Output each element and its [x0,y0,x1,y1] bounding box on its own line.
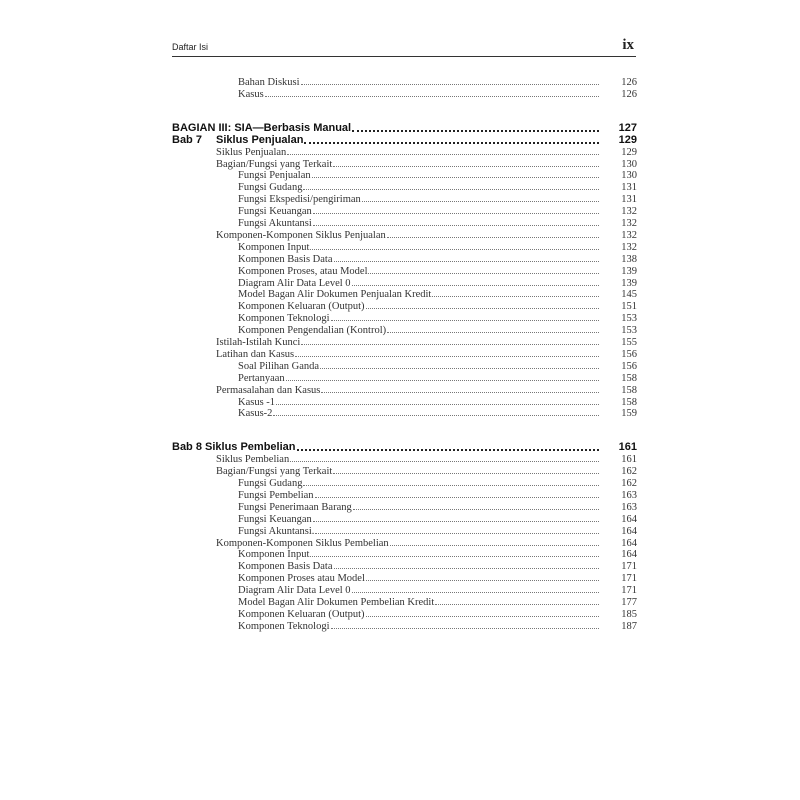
toc-entry-page: 132 [621,206,637,218]
toc-entry-title [238,621,330,632]
toc-entry-page: 164 [621,549,637,561]
toc-entry-text: Soal Pilihan Ganda [238,360,320,372]
toc-entry-text: Fungsi Akuntansi [238,218,312,229]
dot-leader [321,392,599,393]
toc-entry-text: Diagram Alir Data Level 0 [238,277,351,289]
dot-leader [334,568,600,569]
toc-entry-text: Permasalahan dan Kasus [216,384,321,396]
dot-leader [301,84,599,85]
toc-entry-page: 151 [621,301,637,313]
toc-entry-page: 129 [618,133,637,146]
dot-leader [362,201,599,202]
toc-entry-text: Komponen Pengendalian (Kontrol) [238,325,387,337]
toc-entry [238,405,637,419]
toc-entry-text: Komponen Basis Data [238,253,333,265]
dot-leader [387,237,599,238]
toc-entry-page: 145 [621,289,637,301]
dot-leader [265,96,599,97]
toc-entry-page: 138 [621,253,637,265]
dot-leader [315,497,599,498]
dot-leader [273,415,599,416]
toc-entry-page: 130 [621,158,637,170]
toc-entry-text: Komponen Input [238,549,310,561]
toc-entry-text: Kasus [238,88,264,100]
toc-entry-text: Siklus Pembelian [216,454,290,466]
header-divider [172,56,636,57]
dot-leader [390,545,599,546]
dot-leader [295,356,599,357]
dot-leader [352,592,599,593]
dot-leader [315,533,599,534]
toc-entry-text: Bagian/Fungsi yang Terkait [216,158,333,170]
toc-entry-page: 171 [621,573,637,585]
toc-entry-page: 130 [621,170,637,182]
dot-leader [303,485,599,486]
dot-leader [353,509,599,510]
toc-entry-text: Kasus -1 [238,396,276,408]
toc-entry-page: 164 [621,537,637,549]
dot-leader [435,604,599,605]
toc-entry-text: Komponen Keluaran (Output) [238,301,365,313]
toc-entry-text: Fungsi Keuangan [238,206,312,218]
toc-entry-page: 187 [621,620,637,632]
toc-entry-text: Istilah-Istilah Kunci [216,337,301,348]
toc-entry-text: Fungsi Penjualan [238,170,311,182]
toc-entry-text: Bahan Diskusi [238,77,300,88]
toc-entry-page: 163 [621,489,637,501]
toc-entry-page: 127 [618,121,637,134]
toc-entry-text: Komponen Basis Data [238,561,333,573]
toc-entry-page: 162 [621,478,637,489]
toc-entry-text: Siklus Penjualan [216,146,287,158]
toc-entry-page: 153 [621,313,637,325]
toc-entry-page: 161 [618,441,637,454]
toc-entry-page: 177 [621,597,637,608]
toc-entry-page: 163 [621,501,637,513]
toc-entry-title [238,408,272,419]
dot-leader [301,344,599,345]
dot-leader [313,521,599,522]
toc-entry-page: 164 [621,525,637,537]
toc-entry [238,618,637,632]
dot-leader [387,332,599,333]
dot-leader [334,261,600,262]
dot-leader [366,580,599,581]
page-number: ix [622,37,634,53]
toc-entry-text: Latihan dan Kasus [216,348,295,360]
toc-entry-text: Fungsi Keuangan [238,513,312,525]
toc-entry-text: Fungsi Akuntansi. [238,525,315,537]
toc-entry-text: Fungsi Gudang [238,182,303,194]
toc-entry-text: Komponen-Komponen Siklus Penjualan [216,229,386,241]
toc-entry-text: Fungsi Penerimaan Barang [238,501,352,513]
toc-entry-text: Pertanyaan [238,372,285,384]
toc-entry-page: 156 [621,348,637,360]
toc-entry-text: BAGIAN III: SIA—Berbasis Manual [172,121,352,134]
dot-leader [310,249,599,250]
toc-entry-page: 156 [621,360,637,372]
toc-entry-text: Diagram Alir Data Level 0 [238,585,351,597]
toc-entry-text: Komponen Keluaran (Output) [238,608,365,620]
toc-entry-text: Fungsi Pembelian [238,489,314,501]
toc-entry-text: Komponen-Komponen Siklus Pembelian [216,537,389,549]
dot-leader [286,380,599,381]
dot-leader [333,473,599,474]
toc-entry-page: 132 [621,229,637,241]
toc-entry-page: 132 [621,218,637,229]
toc-entry-page: 158 [621,396,637,408]
toc-entry-page: 126 [621,77,637,88]
dot-leader [366,616,599,617]
toc-entry-page: 132 [621,241,637,253]
dot-leader [352,285,599,286]
toc-entry-page: 139 [621,265,637,277]
toc-entry-page: 171 [621,561,637,573]
dot-leader [276,404,599,405]
toc-entry-text: Model Bagan Alir Dokumen Penjualan Kredit [238,289,432,301]
dot-leader [333,166,599,167]
running-header-title: Daftar Isi [172,42,209,52]
toc-entry-page: 129 [621,146,637,158]
toc-entry-text: Fungsi Gudang [238,478,303,489]
toc-entry-page: 131 [621,182,637,194]
dot-leader [310,556,599,557]
dot-leader [432,296,599,297]
dot-leader [313,213,599,214]
toc-entry-text: Bab 8 Siklus Pembelian [172,441,296,454]
toc-entry-page: 155 [621,337,637,348]
toc-entry-text: Fungsi Ekspedisi/pengiriman [238,194,361,206]
toc-entry-text: Komponen Teknologi [238,313,330,325]
toc-entry-page: 161 [621,454,637,466]
toc-entry-page: 185 [621,608,637,620]
dot-leader [287,154,599,155]
toc-entry-page: 162 [621,466,637,478]
toc-entry-text: Komponen Proses atau Model [238,573,365,585]
toc-entry-text: Komponen Teknologi [238,620,330,632]
dot-leader [320,368,599,369]
dot-leader [366,308,599,309]
dot-leader [331,320,599,321]
toc-entry-page: 139 [621,277,637,289]
toc-entry-text: Komponen Proses, atau Model [238,265,368,277]
toc-entry-text: Bagian/Fungsi yang Terkait [216,466,333,478]
dot-leader [331,628,599,629]
toc-entry-text: Siklus Penjualan [216,133,304,146]
toc-entry-page: 159 [621,408,637,420]
toc-entry-page: 164 [621,513,637,525]
toc-entry-text: Kasus-2 [238,408,273,420]
toc-chapter-number: Bab 7 [172,133,202,146]
toc-entry-page: 153 [621,325,637,337]
toc-entry [238,86,637,100]
toc-entry-page: 126 [621,88,637,100]
dot-leader [313,225,599,226]
toc-entry-text: Komponen Input [238,241,310,253]
toc-entry-page: 131 [621,194,637,206]
toc-entry-page: 158 [621,384,637,396]
dot-leader [303,189,599,190]
toc-entry-page: 158 [621,372,637,384]
toc-entry-title [238,89,264,100]
toc-entry-text: Model Bagan Alir Dokumen Pembelian Kredit [238,597,435,608]
dot-leader [368,273,599,274]
dot-leader [312,177,599,178]
toc-entry-page: 171 [621,585,637,597]
dot-leader [290,461,599,462]
